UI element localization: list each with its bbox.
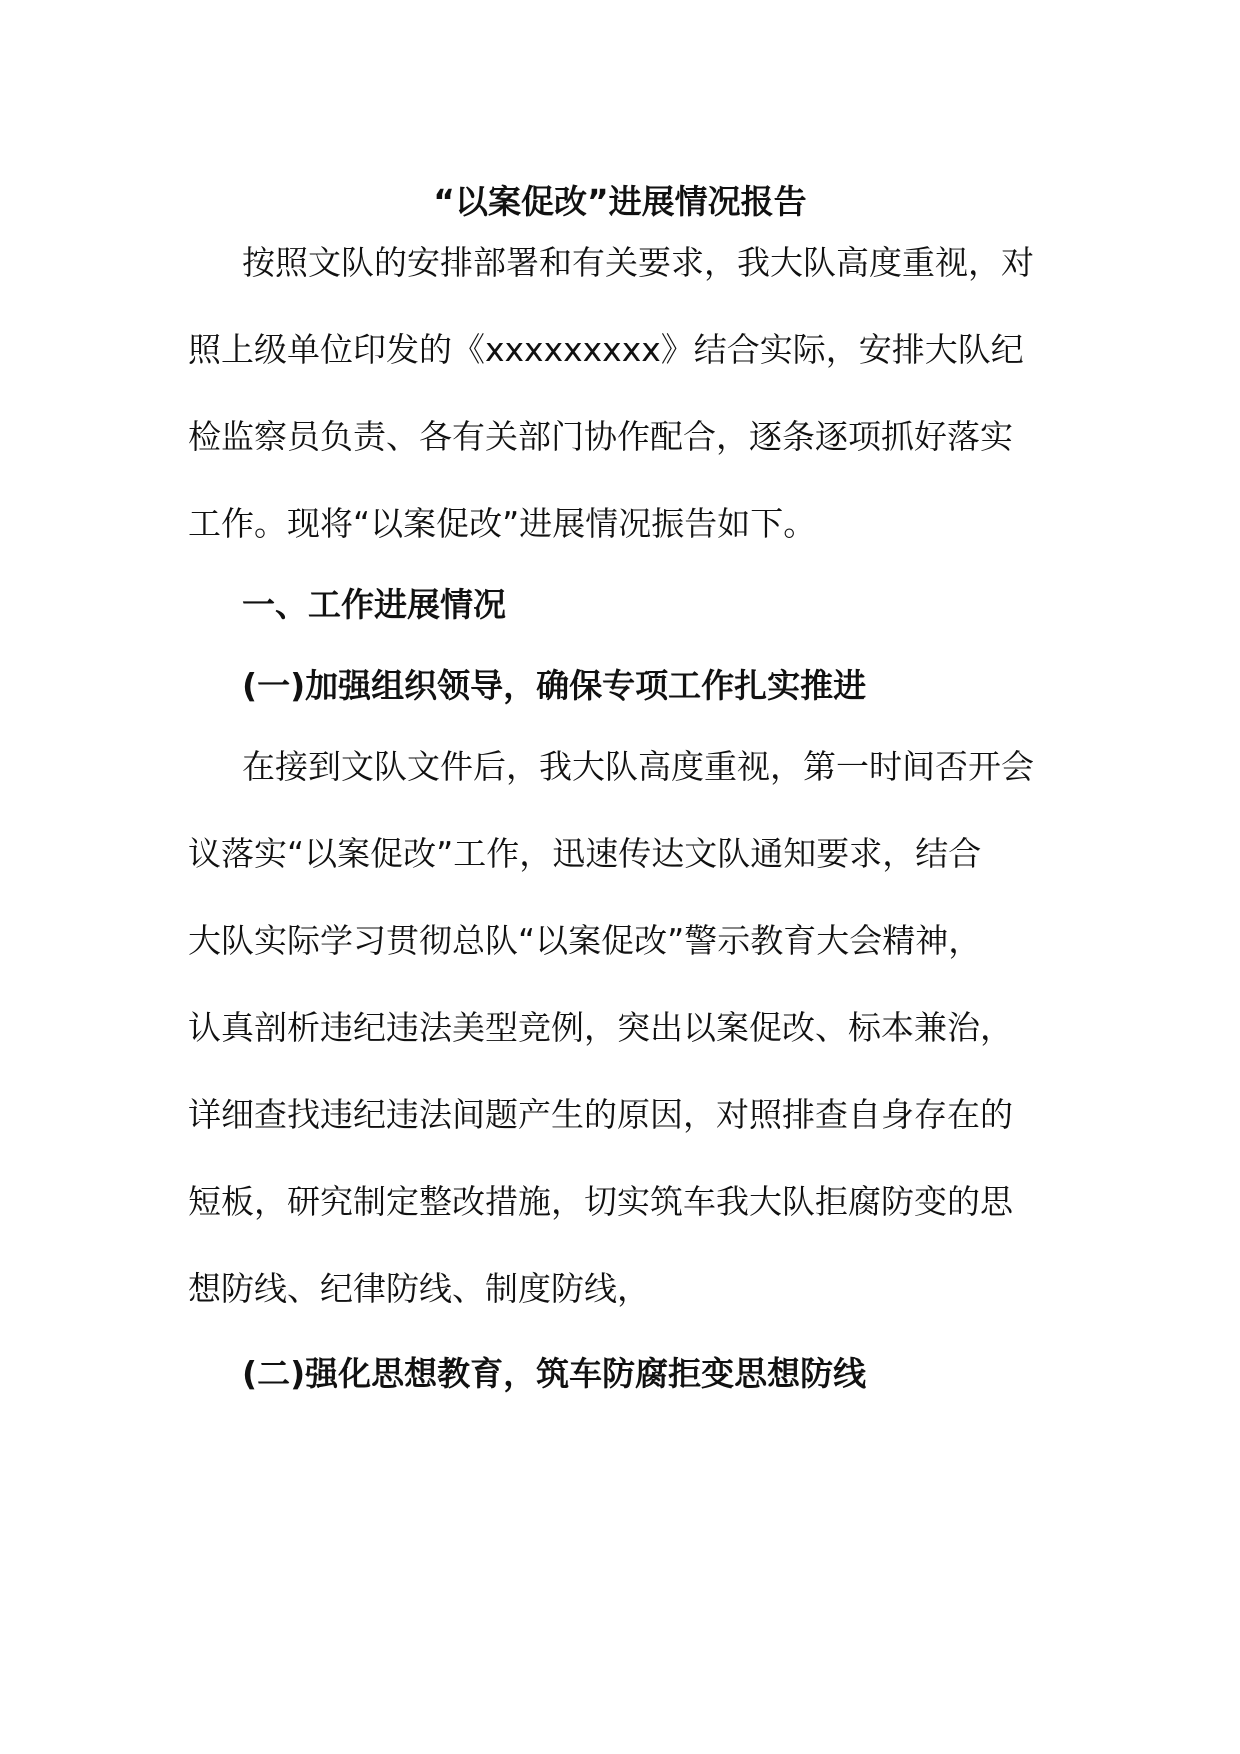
paragraph-line-2: 议落实“以案促改”工作，迅速传达文队通知要求，结合 [188, 834, 982, 873]
intro-line-1: 按照文队的安排部署和有关要求，我大队高度重视，对 [242, 243, 1034, 282]
paragraph-line-6: 短板，研究制定整改措施，切实筑车我大队拒腐防变的思 [188, 1182, 1013, 1221]
intro-line-2: 照上级单位印发的《xxxxxxxxx》结合实际，安排大队纪 [188, 330, 1024, 369]
paragraph-line-3: 大队实际学习贯彻总队“以案促改”警示教育大会精神， [188, 921, 982, 960]
subsection-heading-1: (一)加强组织领导，确保专项工作扎实推进 [242, 666, 867, 705]
paragraph-line-1: 在接到文队文件后，我大队高度重视，第一时间否开会 [242, 747, 1034, 786]
paragraph-line-4: 认真剖析违纪违法美型竞例，突出以案促改、标本兼治， [188, 1008, 1013, 1047]
paragraph-line-7: 想防线、纪律防线、制度防线， [188, 1269, 650, 1308]
document-title: “以案促改”进展情况报告 [433, 182, 807, 221]
subsection-heading-2: (二)强化思想教育，筑车防腐拒变思想防线 [242, 1354, 867, 1393]
section-heading: 一、工作进展情况 [242, 585, 506, 624]
paragraph-line-5: 详细查找违纪违法间题产生的原因，对照排查自身存在的 [188, 1095, 1013, 1134]
intro-line-4: 工作。现将“以案促改”进展情况振告如下。 [188, 504, 817, 543]
intro-line-3: 检监察员负责、各有关部门协作配合，逐条逐项抓好落实 [188, 417, 1013, 456]
